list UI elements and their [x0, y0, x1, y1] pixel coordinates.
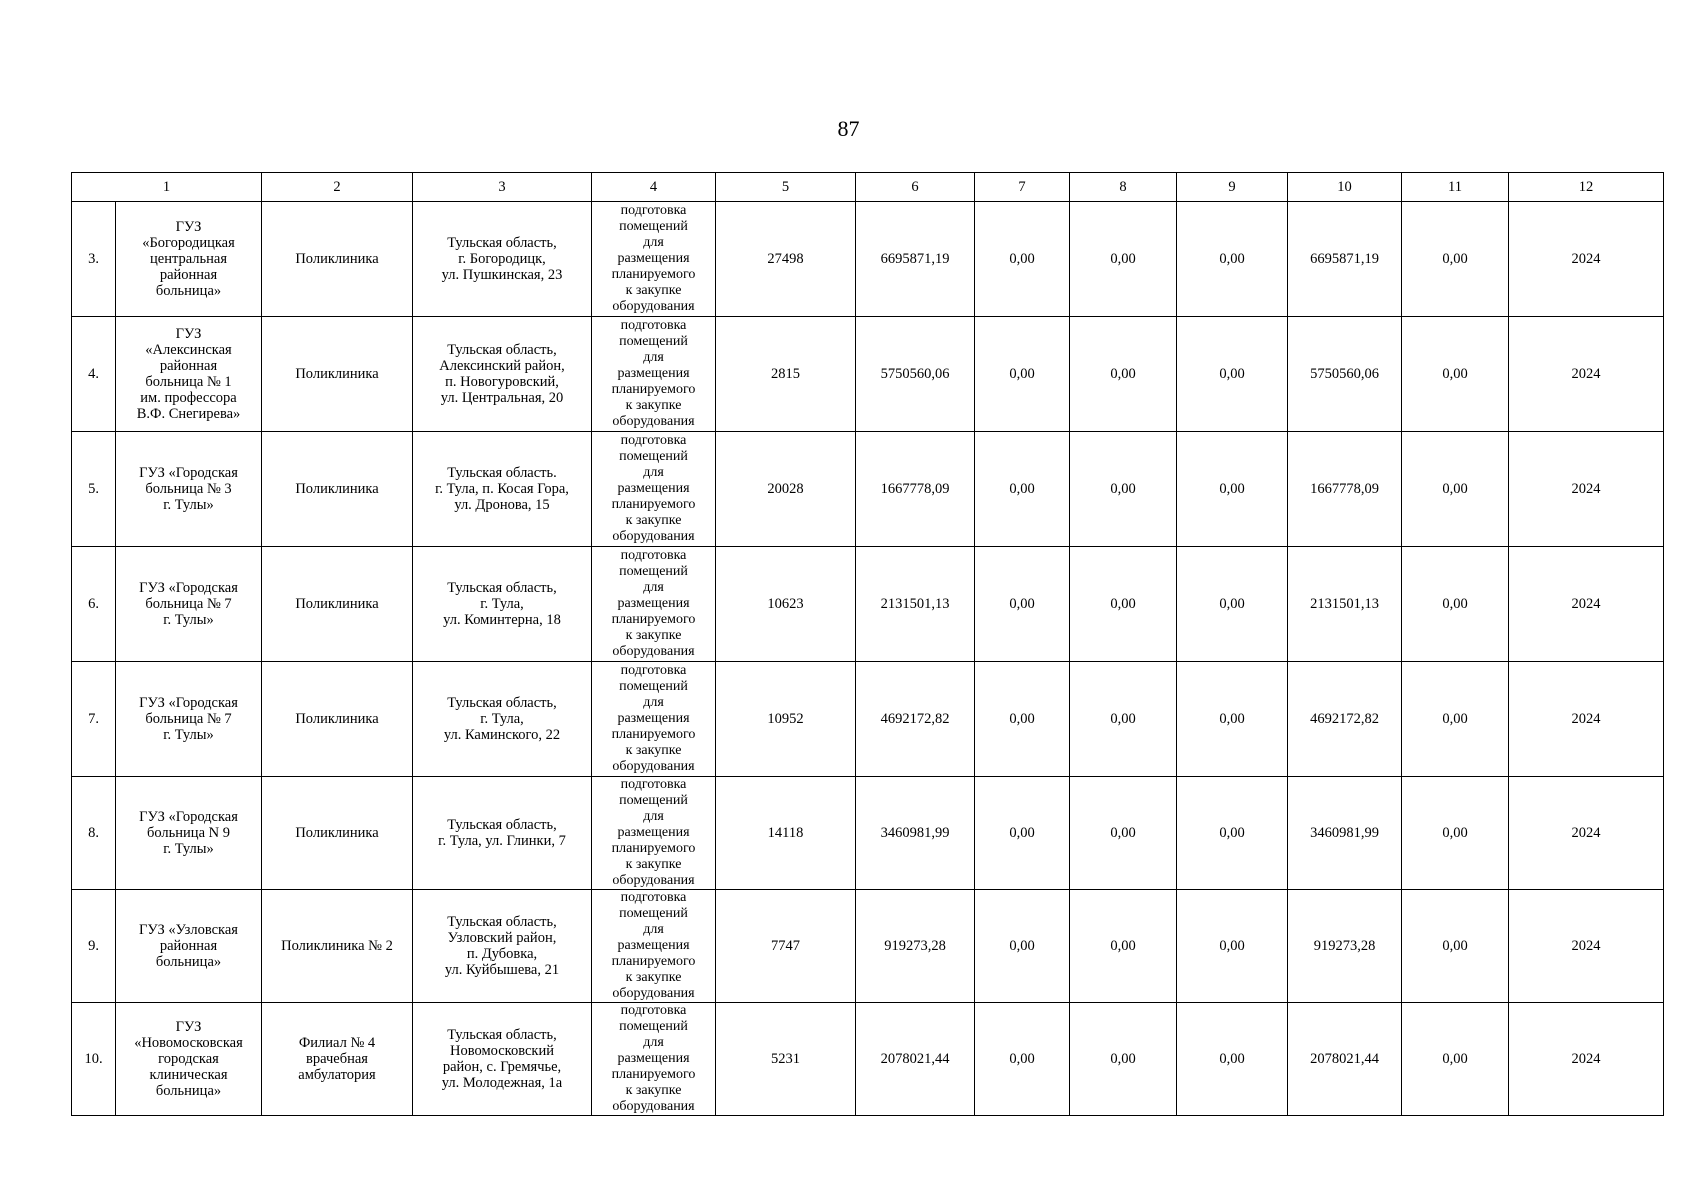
- column-number: 3: [413, 173, 592, 202]
- column-number: 12: [1509, 173, 1664, 202]
- address-cell: Тульская область, г. Тула, ул. Коминтерна, 18: [413, 547, 592, 662]
- value-cell: 0,00: [1070, 547, 1177, 662]
- value-cell: 0,00: [1402, 777, 1509, 890]
- column-number: 9: [1177, 173, 1288, 202]
- value-cell: 20028: [716, 432, 856, 547]
- value-cell: 0,00: [1070, 777, 1177, 890]
- value-cell: 0,00: [975, 662, 1070, 777]
- address-cell: Тульская область, г. Тула, ул. Каминского, 22: [413, 662, 592, 777]
- address-cell: Тульская область, г. Тула, ул. Глинки, 7: [413, 777, 592, 890]
- year-cell: 2024: [1509, 547, 1664, 662]
- address-cell: Тульская область, Новомосковский район, с. Гремячье, ул. Молодежная, 1а: [413, 1003, 592, 1116]
- column-number: 8: [1070, 173, 1177, 202]
- value-cell: 1667778,09: [1288, 432, 1402, 547]
- value-cell: 0,00: [1177, 1003, 1288, 1116]
- value-cell: 10623: [716, 547, 856, 662]
- column-number: 6: [856, 173, 975, 202]
- table-row: [72, 432, 1664, 547]
- table-row: [72, 202, 1664, 317]
- table-row: [72, 317, 1664, 432]
- value-cell: 0,00: [975, 317, 1070, 432]
- purpose-cell: подготовка помещений для размещения планируемого к закупке оборудования: [592, 890, 716, 1003]
- purpose-cell: подготовка помещений для размещения планируемого к закупке оборудования: [592, 662, 716, 777]
- row-number: 6.: [72, 547, 116, 662]
- value-cell: 1667778,09: [856, 432, 975, 547]
- value-cell: 0,00: [1402, 890, 1509, 1003]
- organization-cell: ГУЗ «Новомосковская городская клиническая больница»: [116, 1003, 262, 1116]
- row-number: 8.: [72, 777, 116, 890]
- value-cell: 919273,28: [856, 890, 975, 1003]
- table-row: [72, 547, 1664, 662]
- organization-cell: ГУЗ «Алексинская районная больница № 1 им. профессора В.Ф. Снегирева»: [116, 317, 262, 432]
- value-cell: 0,00: [1070, 662, 1177, 777]
- organization-cell: ГУЗ «Городская больница № 7 г. Тулы»: [116, 662, 262, 777]
- row-number: 9.: [72, 890, 116, 1003]
- value-cell: 0,00: [1070, 317, 1177, 432]
- value-cell: 6695871,19: [1288, 202, 1402, 317]
- table-row: [72, 662, 1664, 777]
- year-cell: 2024: [1509, 662, 1664, 777]
- value-cell: 27498: [716, 202, 856, 317]
- address-cell: Тульская область, Узловский район, п. Дубовка, ул. Куйбышева, 21: [413, 890, 592, 1003]
- value-cell: 0,00: [975, 1003, 1070, 1116]
- column-number: 2: [262, 173, 413, 202]
- value-cell: 4692172,82: [856, 662, 975, 777]
- value-cell: 0,00: [975, 432, 1070, 547]
- value-cell: 0,00: [1177, 317, 1288, 432]
- facility-cell: Филиал № 4 врачебная амбулатория: [262, 1003, 413, 1116]
- row-number: 3.: [72, 202, 116, 317]
- column-number: 5: [716, 173, 856, 202]
- year-cell: 2024: [1509, 317, 1664, 432]
- year-cell: 2024: [1509, 202, 1664, 317]
- column-number: 7: [975, 173, 1070, 202]
- column-number: 10: [1288, 173, 1402, 202]
- organization-cell: ГУЗ «Городская больница № 3 г. Тулы»: [116, 432, 262, 547]
- column-number: 11: [1402, 173, 1509, 202]
- value-cell: 0,00: [1402, 432, 1509, 547]
- year-cell: 2024: [1509, 777, 1664, 890]
- value-cell: 0,00: [1070, 1003, 1177, 1116]
- row-number: 4.: [72, 317, 116, 432]
- address-cell: Тульская область, Алексинский район, п. Новогуровский, ул. Центральная, 20: [413, 317, 592, 432]
- row-number: 10.: [72, 1003, 116, 1116]
- value-cell: 0,00: [1402, 202, 1509, 317]
- value-cell: 5231: [716, 1003, 856, 1116]
- purpose-cell: подготовка помещений для размещения планируемого к закупке оборудования: [592, 777, 716, 890]
- value-cell: 2078021,44: [1288, 1003, 1402, 1116]
- facility-cell: Поликлиника: [262, 202, 413, 317]
- value-cell: 0,00: [1402, 1003, 1509, 1116]
- organization-cell: ГУЗ «Узловская районная больница»: [116, 890, 262, 1003]
- facility-cell: Поликлиника № 2: [262, 890, 413, 1003]
- facility-cell: Поликлиника: [262, 432, 413, 547]
- address-cell: Тульская область, г. Богородицк, ул. Пушкинская, 23: [413, 202, 592, 317]
- value-cell: 0,00: [1177, 662, 1288, 777]
- value-cell: 0,00: [1177, 432, 1288, 547]
- column-number: 1: [72, 173, 262, 202]
- value-cell: 0,00: [1070, 202, 1177, 317]
- value-cell: 6695871,19: [856, 202, 975, 317]
- column-number: 4: [592, 173, 716, 202]
- purpose-cell: подготовка помещений для размещения планируемого к закупке оборудования: [592, 547, 716, 662]
- year-cell: 2024: [1509, 1003, 1664, 1116]
- value-cell: 0,00: [1177, 890, 1288, 1003]
- header-row: [72, 173, 1664, 202]
- data-table: [71, 172, 1664, 1116]
- purpose-cell: подготовка помещений для размещения планируемого к закупке оборудования: [592, 317, 716, 432]
- value-cell: 2815: [716, 317, 856, 432]
- value-cell: 0,00: [1070, 890, 1177, 1003]
- value-cell: 7747: [716, 890, 856, 1003]
- value-cell: 0,00: [1070, 432, 1177, 547]
- value-cell: 3460981,99: [1288, 777, 1402, 890]
- value-cell: 0,00: [975, 777, 1070, 890]
- value-cell: 2131501,13: [1288, 547, 1402, 662]
- value-cell: 3460981,99: [856, 777, 975, 890]
- value-cell: 0,00: [975, 547, 1070, 662]
- organization-cell: ГУЗ «Городская больница N 9 г. Тулы»: [116, 777, 262, 890]
- row-number: 5.: [72, 432, 116, 547]
- value-cell: 14118: [716, 777, 856, 890]
- purpose-cell: подготовка помещений для размещения планируемого к закупке оборудования: [592, 202, 716, 317]
- value-cell: 919273,28: [1288, 890, 1402, 1003]
- year-cell: 2024: [1509, 890, 1664, 1003]
- value-cell: 0,00: [975, 202, 1070, 317]
- organization-cell: ГУЗ «Богородицкая центральная районная больница»: [116, 202, 262, 317]
- table-row: [72, 777, 1664, 890]
- value-cell: 4692172,82: [1288, 662, 1402, 777]
- year-cell: 2024: [1509, 432, 1664, 547]
- page-number: 87: [837, 116, 860, 141]
- facility-cell: Поликлиника: [262, 317, 413, 432]
- value-cell: 2131501,13: [856, 547, 975, 662]
- value-cell: 0,00: [1177, 202, 1288, 317]
- value-cell: 0,00: [975, 890, 1070, 1003]
- value-cell: 2078021,44: [856, 1003, 975, 1116]
- address-cell: Тульская область. г. Тула, п. Косая Гора, ул. Дронова, 15: [413, 432, 592, 547]
- purpose-cell: подготовка помещений для размещения планируемого к закупке оборудования: [592, 1003, 716, 1116]
- organization-cell: ГУЗ «Городская больница № 7 г. Тулы»: [116, 547, 262, 662]
- value-cell: 0,00: [1402, 547, 1509, 662]
- facility-cell: Поликлиника: [262, 547, 413, 662]
- facility-cell: Поликлиника: [262, 662, 413, 777]
- table-row: [72, 1003, 1664, 1116]
- purpose-cell: подготовка помещений для размещения планируемого к закупке оборудования: [592, 432, 716, 547]
- row-number: 7.: [72, 662, 116, 777]
- value-cell: 0,00: [1402, 317, 1509, 432]
- value-cell: 0,00: [1402, 662, 1509, 777]
- table-row: [72, 890, 1664, 1003]
- facility-cell: Поликлиника: [262, 777, 413, 890]
- value-cell: 5750560,06: [856, 317, 975, 432]
- value-cell: 0,00: [1177, 547, 1288, 662]
- value-cell: 5750560,06: [1288, 317, 1402, 432]
- value-cell: 0,00: [1177, 777, 1288, 890]
- value-cell: 10952: [716, 662, 856, 777]
